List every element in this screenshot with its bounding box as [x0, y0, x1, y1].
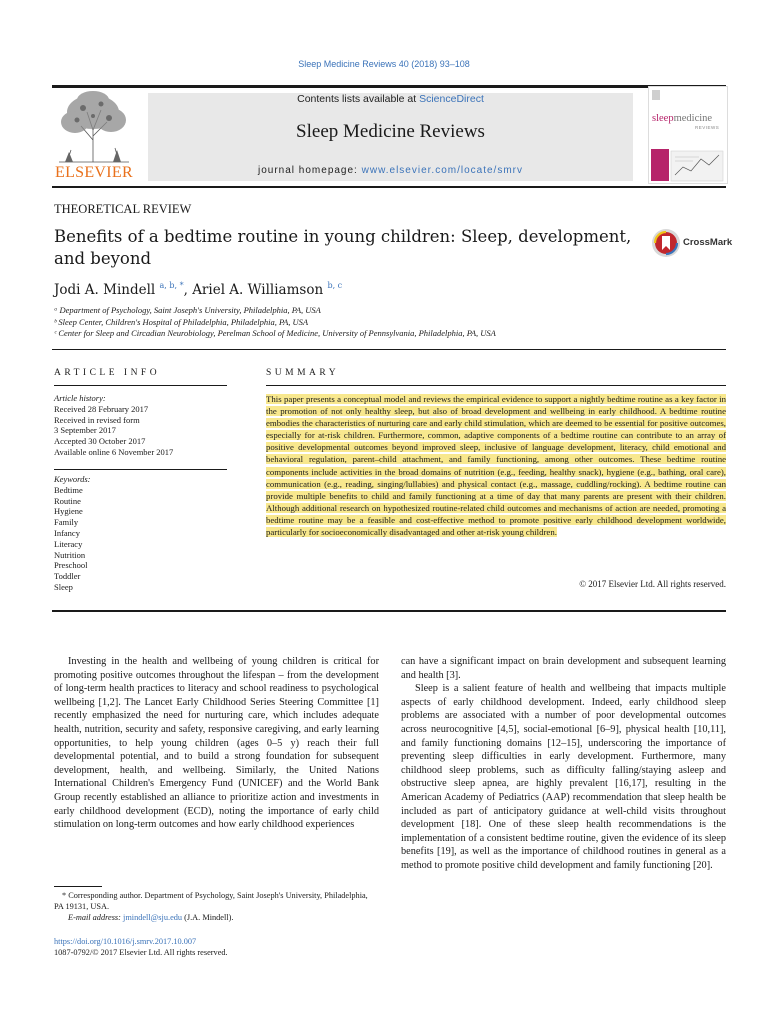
email-suffix: (J.A. Mindell).: [182, 912, 234, 922]
article-info-heading: ARTICLE INFO: [54, 368, 161, 378]
corresponding-author-footnote: [54, 891, 379, 923]
highlighted-abstract-text[interactable]: This paper presents a conceptual model and reviews the empirical evidence to support a nightly bedtime routine as a key factor in the promotion of not only healthy sleep, but also of broad development and wellbeing in early childhood. A bedtime routine embodies the characteristics of nurturing care and early child stimulation, which are deemed to be essential for positive outcomes, especially for at-risk children. Furthermore, common, adaptive components of a bedtime routine can contribute to an array of positive developmental outcomes beyond improved sleep, inclusive of language development, literacy, child emotional and behavioral regulation, parent–child attachment, and family functioning, among other outcomes. These bedtime routine components include activities in the broad domains of nutrition (e.g., feeding, healthy snack), hygiene (e.g., bathing, oral care), communication (e.g., reading, singing/lullabies) and physical contact (e.g., massage, cuddling/rocking). A bedtime routine can provide multiple benefits to child and family functioning at a time of day that many parents are present with their children. Although additional research on hypothesized routine-related child outcomes and mechanisms of action are needed, promoting a bedtime routine may be a feasible and cost-effective method to promote positive early childhood development worldwide, particularly for socioeconomically disadvantaged and other at-risk young children.: [266, 394, 726, 538]
contents-prefix: Contents lists available at: [297, 93, 420, 105]
journal-cover-thumbnail[interactable]: [648, 86, 728, 184]
article-info-rule: [54, 385, 227, 386]
section-divider: [52, 349, 726, 350]
body-paragraph: can have a significant impact on brain development and subsequent learning and health [3].: [401, 656, 726, 681]
publisher-name: ELSEVIER: [55, 164, 133, 181]
history-line: Available online 6 November 2017: [54, 446, 174, 457]
article-title: Benefits of a bedtime routine in young children: Sleep, development, and beyond: [54, 227, 632, 268]
author-email-link[interactable]: jmindell@sju.edu: [123, 912, 183, 922]
journal-title: Sleep Medicine Reviews: [296, 121, 485, 142]
keywords-rule: [54, 469, 227, 470]
article-history: [54, 393, 173, 458]
history-line: 3 September 2017: [54, 425, 116, 436]
keywords-label: Keywords:: [54, 474, 91, 484]
keyword: Literacy: [54, 538, 83, 549]
article-type: THEORETICAL REVIEW: [54, 202, 192, 216]
corresponding-author-text: * Corresponding author. Department of Psychology, Saint Joseph's University, Philadelphia, PA 19131, USA.: [54, 891, 368, 911]
email-label: E-mail address:: [68, 912, 121, 922]
doi-block: [54, 937, 228, 958]
history-line: Received in revised form: [54, 414, 140, 425]
author-affiliation-markers[interactable]: a, b, *: [159, 281, 184, 290]
keywords-list: [54, 474, 91, 593]
keyword: Hygiene: [54, 506, 83, 517]
keyword: Bedtime: [54, 484, 83, 495]
author-list: Jodi A. Mindell $^{a, b, *}$, Ariel A. Williamson $^{b, c}$: [54, 281, 343, 298]
summary-heading: SUMMARY: [266, 368, 340, 378]
header-top-rule: [52, 85, 726, 88]
abstract-bottom-rule: [52, 610, 726, 612]
body-column-right: [401, 655, 726, 873]
history-label: Article history:: [54, 393, 106, 403]
crossmark-label: CrossMark: [683, 237, 733, 248]
body-paragraph: Sleep is a salient feature of health and wellbeing that impacts multiple aspects of early childhood development. Indeed, early childhood sleep problems are associated with a number of poor developmental outcomes across neurocognitive [4,5], social-emotional [6–9], physical health [10,11], and family functioning domains [12–15], underscoring the importance of preventing sleep difficulties in early development. Furthermore, many childhood sleep problems, such as difficulty falling/staying asleep and obstructive sleep apnea, are highly prevalent [16,17], resulting in the American Academy of Pediatrics (AAP) recommendation that sleep health be included as part of anticipatory guidance at well-child visits throughout development [18]. One of these sleep health recommendations is the implementation of a consistent bedtime routine, given the evidence of its sleep benefits [19], as well as the importance of childhood routines in general as a method to promote positive child development and family functioning [20].: [401, 683, 726, 871]
summary-rule: [266, 385, 726, 386]
issn-line: 1087-0792/© 2017 Elsevier Ltd. All rights reserved.: [54, 947, 228, 957]
keyword: Sleep: [54, 581, 73, 592]
homepage-line: [148, 165, 633, 176]
sciencedirect-link[interactable]: ScienceDirect: [419, 93, 484, 105]
abstract-copyright: © 2017 Elsevier Ltd. All rights reserved.: [579, 579, 726, 589]
homepage-prefix: journal homepage:: [258, 165, 362, 176]
keyword: Nutrition: [54, 549, 86, 560]
body-paragraph: Investing in the health and wellbeing of young children is critical for promoting positive outcomes throughout the lifespan – from the development of long-term health practices to literacy and school readiness to psychological wellbeing [1,2]. The Lancet Early Childhood Series Steering Committee [1] recently emphasized the need for nurturing care, which includes adequate health, nutrition, security and safety, responsive caregiving, and early learning opportunities, to help young children (ages 0–5 y) reach their full developmental potential, and to build a strong foundation for subsequent development, health, and wellbeing. Similarly, the United Nations International Children's Emergency Fund (UNICEF) and the World Bank Group recently established an alliance to prioritize action and investments in early childhood development (ECD), noting the importance of early child stimulation on long-term outcomes and how early childhood experiences: [54, 656, 379, 831]
crossmark-icon: [651, 228, 681, 258]
header-bottom-rule: [52, 186, 726, 188]
cover-subtitle: REVIEWS: [695, 125, 720, 130]
keyword: Preschool: [54, 560, 88, 571]
affiliations: [54, 305, 496, 340]
affiliation-line: ᵃ Department of Psychology, Saint Joseph's University, Philadelphia, PA, USA: [54, 305, 321, 315]
author-name[interactable]: Ariel A. Williamson: [192, 282, 324, 298]
affiliation-line: ᵇ Sleep Center, Children's Hospital of Philadelphia, Philadelphia, PA, USA: [54, 316, 309, 327]
author-affiliation-markers[interactable]: b, c: [327, 281, 343, 290]
doi-link[interactable]: https://doi.org/10.1016/j.smrv.2017.10.007: [54, 937, 197, 946]
contents-line: [148, 93, 633, 105]
body-column-left: [54, 655, 379, 832]
keyword: Routine: [54, 495, 81, 506]
journal-homepage-link[interactable]: www.elsevier.com/locate/smrv: [361, 165, 523, 176]
journal-citation[interactable]: Sleep Medicine Reviews 40 (2018) 93–108: [298, 59, 470, 69]
footnote-rule: [54, 886, 102, 887]
keyword: Toddler: [54, 571, 81, 582]
history-line: Accepted 30 October 2017: [54, 436, 146, 447]
cover-title: sleepmedicine: [652, 113, 713, 124]
keyword: Family: [54, 517, 79, 528]
crossmark-badge[interactable]: [651, 228, 731, 258]
keyword: Infancy: [54, 527, 80, 538]
summary-abstract: [266, 393, 726, 538]
history-line: Received 28 February 2017: [54, 403, 149, 414]
affiliation-line: ᶜ Center for Sleep and Circadian Neurobiology, Perelman School of Medicine, University of Pennsylvania, Philadelphia, PA, USA: [54, 328, 496, 338]
author-name[interactable]: Jodi A. Mindell: [54, 282, 156, 298]
